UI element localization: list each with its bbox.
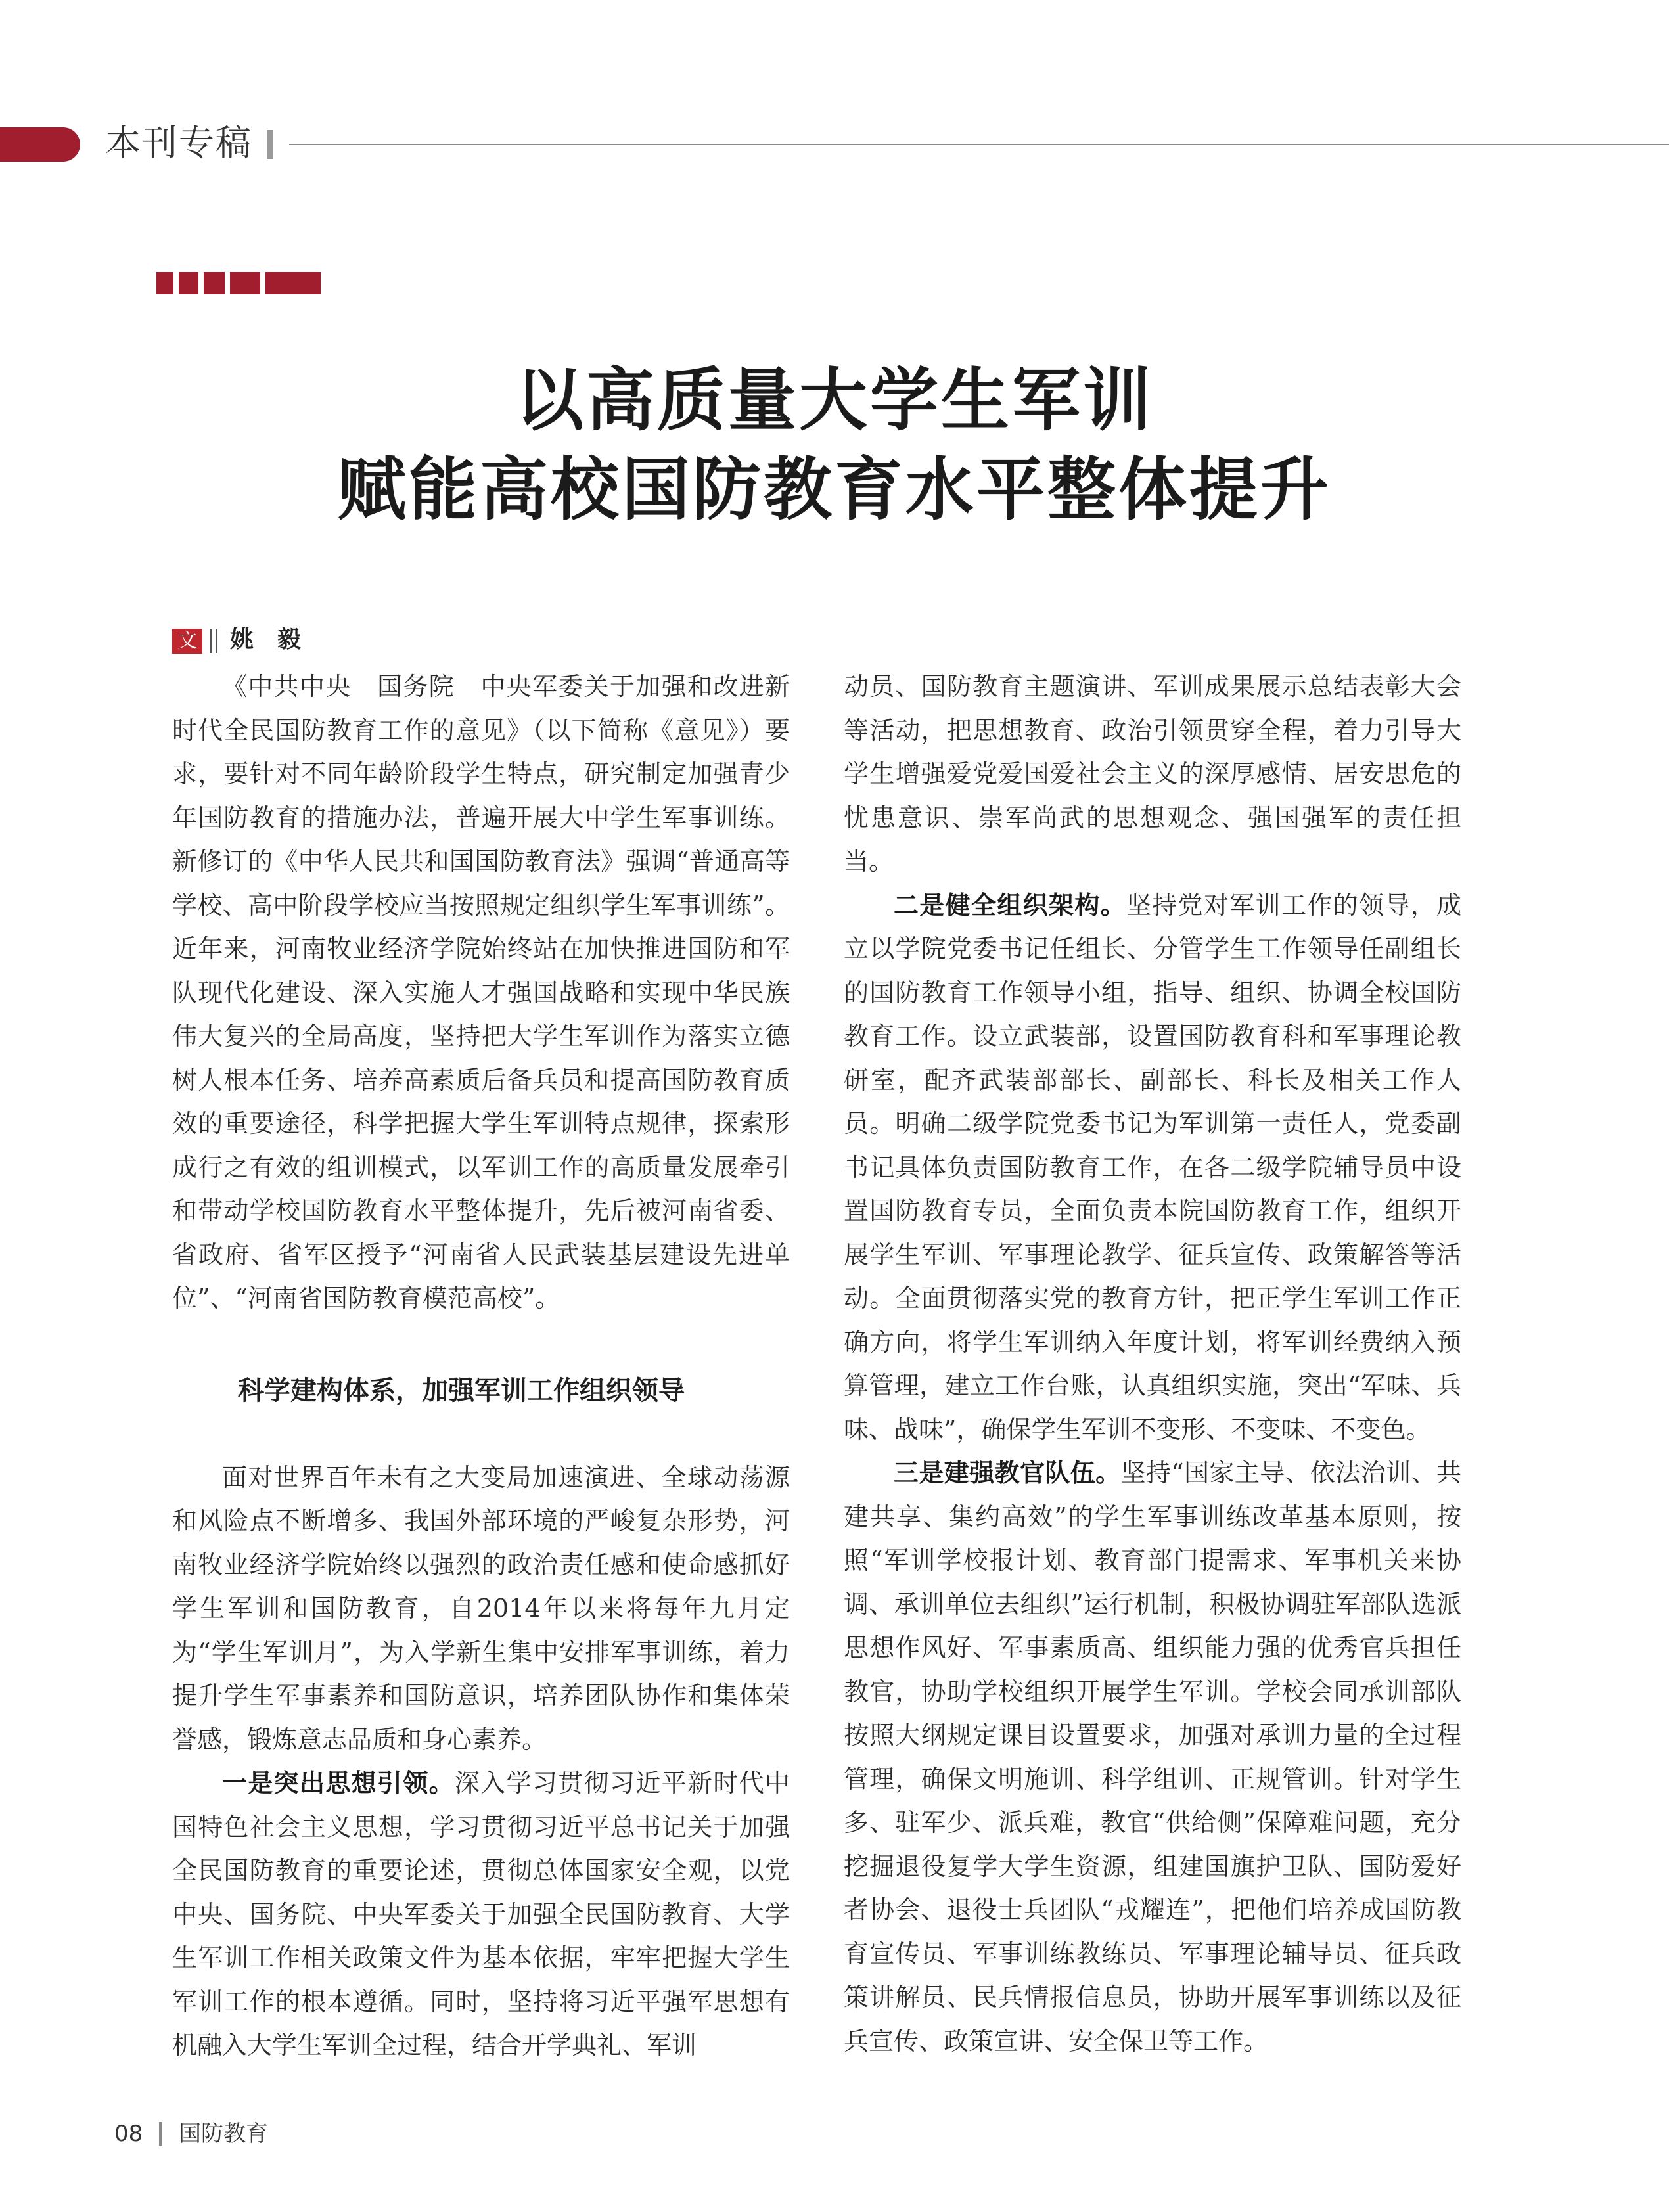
paragraph-point-1 [172,1761,790,2067]
magazine-name: 国防教育 [179,2121,268,2147]
point-text: 深入学习贯彻习近平新时代中国特色社会主义思想，学习贯彻习近平总书记关于加强全民国防教育的重要论述，贯彻总体国家安全观，以党中央、国务院、中央军委关于加强全民国防教育、大学生军训工作相关政策文件为基本依据，牢牢把握大学生军训工作的根本遵循。同时，坚持将习近平强军思想有机融入大学生军训全过程，结合开学典礼、军训 [172,1769,790,2060]
paragraph-intro: 《中共中央 国务院 中央军委关于加强和改进新时代全民国防教育工作的意见》（以下简称《意见》）要求，要针对不同年龄阶段学生特点，研究制定加强青少年国防教育的措施办法，普遍开展大中学生军事训练。新修订的《中华人民共和国国防教育法》强调“普通高等学校、高中阶段学校应当按照规定组织学生军事训练”。近年来，河南牧业经济学院始终站在加快推进国防和军队现代化建设、深入实施人才强国战略和实现中华民族伟大复兴的全局高度，坚持把大学生军训作为落实立德树人根本任务、培养高素质后备兵员和提高国防教育质效的重要途径，科学把握大学生军训特点规律，探索形成行之有效的组训模式，以军训工作的高质量发展牵引和带动学校国防教育水平整体提升，先后被河南省委、省政府、省军区授予“河南省人民武装基层建设先进单位”、“河南省国防教育模范高校”。 [172,672,790,1313]
byline-tag: 文 [172,629,202,654]
section-subheading: 科学建构体系，加强军训工作组织领导 [238,1375,685,1406]
header-rule [289,144,1669,145]
deco-square [179,272,198,294]
deco-square [230,272,260,294]
paragraph: 面对世界百年未有之大变局加速演进、全球动荡源和风险点不断增多、我国外部环境的严峻复杂形势，河南牧业经济学院始终以强烈的政治责任感和使命感抓好学生军训和国防教育，自2014年以来将每年九月定为“学生军训月”，为入学新生集中安排军事训练，着力提升学生军事素养和国防意识，培养团队协作和集体荣誉感，锻炼意志品质和身心素养。 [172,1462,790,1754]
byline-divider [216,629,217,653]
section-accent-pill [0,127,80,162]
point-text: 坚持“国家主导、依法治训、共建共享、集约高效”的学生军事训练改革基本原则，按照“军训学校报计划、教育部门提需求、军事机关来协调、承训单位去组织”运行机制，积极协调驻军部队选派思想作风好、军事素质高、组织能力强的优秀官兵担任教官，协助学校组织开展学生军训。学校会同承训部队按照大纲规定课目设置要求，加强对承训力量的全过程管理，确保文明施训、科学组训、正规管训。针对学生多、驻军少、派兵难，教官“供给侧”保障难问题，充分挖掘退役复学大学生资源，组建国旗护卫队、国防爱好者协会、退役士兵团队“戎耀连”，把他们培养成国防教育宣传员、军事训练教练员、军事理论辅导员、征兵政策讲解员、民兵情报信息员，协助开展军事训练以及征兵宣传、政策宣讲、安全保卫等工作。 [844,1458,1461,2056]
article-title-line-1: 以高质量大学生军训 [514,360,1154,440]
page-number: 08 [114,2121,143,2147]
point-lead: 二是健全组织架构。 [894,890,1126,920]
point-text: 坚持党对军训工作的领导，成立以学院党委书记任组长、分管学生工作领导任副组长的国防教育工作领导小组，指导、组织、协调全校国防教育工作。设立武装部，设置国防教育科和军事理论教研室，配齐武装部部长、副部长、科长及相关工作人员。明确二级学院党委书记为军训第一责任人，党委副书记具体负责国防教育工作，在各二级学院辅导员中设置国防教育专员，全面负责本院国防教育工作，组织开展学生军训、军事理论教学、征兵宣传、政策解答等活动。全面贯彻落实党的教育方针，把正学生军训工作正确方向，将学生军训纳入年度计划，将军训经费纳入预算管理，建立工作台账，认真组织实施，突出“军味、兵味、战味”，确保学生军训不变形、不变味、不变色。 [844,890,1461,1444]
author-name: 姚 毅 [230,626,302,653]
article-title-line-2: 赋能高校国防教育水平整体提升 [337,449,1331,530]
deco-square [204,272,225,294]
footer-divider [159,2122,162,2146]
section-title: 本刊专稿 [105,122,252,164]
body-column-left [172,665,790,2067]
body-column-right [844,665,1461,2063]
deco-square [265,272,321,294]
byline-divider [210,629,212,653]
point-lead: 一是突出思想引领。 [222,1769,455,1797]
section-divider-bar [267,130,273,159]
paragraph-continued: 动员、国防教育主题演讲、军训成果展示总结表彰大会等活动，把思想教育、政治引领贯穿全程，着力引导大学生增强爱党爱国爱社会主义的深厚感情、居安思危的忧患意识、崇军尚武的思想观念、强国强军的责任担当。 [844,672,1461,876]
point-lead: 三是建强教官队伍。 [894,1458,1121,1487]
paragraph-point-3 [844,1451,1461,2063]
deco-square [156,272,173,294]
paragraph-point-2 [844,884,1461,1452]
